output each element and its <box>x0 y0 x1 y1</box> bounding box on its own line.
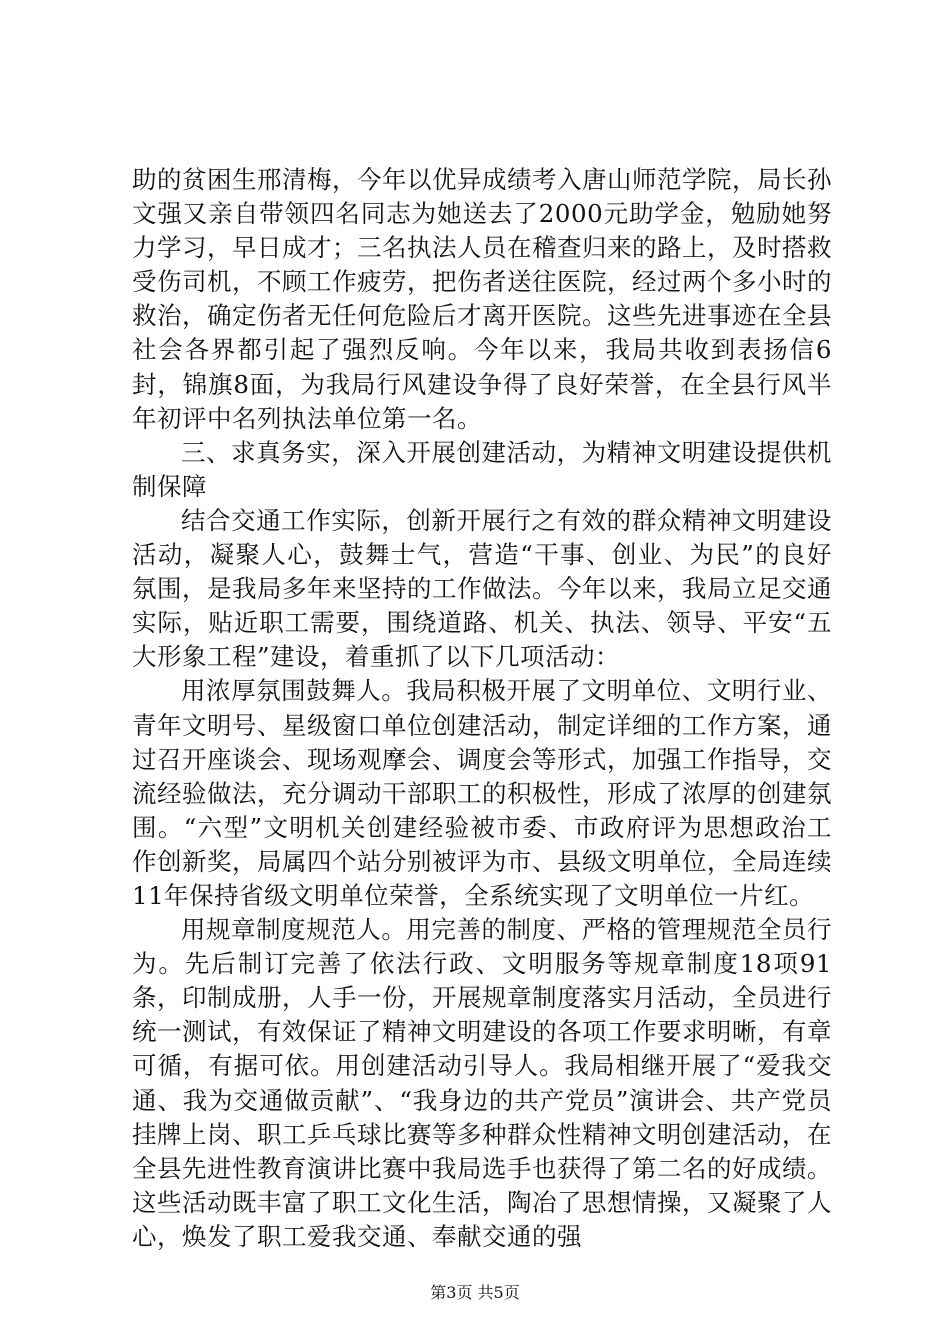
paragraph-continued: 助的贫困生邢清梅，今年以优异成绩考入唐山师范学院，局长孙文强又亲自带领四名同志为她送去了2000元助学金，勉励她努力学习，早日成才；三名执法人员在稽查归来的路上，及时搭救受伤司机，不顾工作疲劳，把伤者送往医院，经过两个多小时的救治，确定伤者无任何危险后才离开医院。这些先进事迹在全县社会各界都引起了强烈反响。今年以来，我局共收到表扬信6封，锦旗8面，为我局行风建设争得了良好荣誉，在全县行风半年初评中名列执法单位第一名。 <box>132 165 832 433</box>
section-heading-three: 三、求真务实，深入开展创建活动，为精神文明建设提供机制保障 <box>132 437 832 501</box>
document-body <box>132 163 832 1254</box>
paragraph-atmosphere: 用浓厚氛围鼓舞人。我局积极开展了文明单位、文明行业、青年文明号、星级窗口单位创建活动，制定详细的工作方案，通过召开座谈会、现场观摩会、调度会等形式，加强工作指导，交流经验做法，充分调动干部职工的积极性，形成了浓厚的创建氛围。“六型”文明机关创建经验被市委、市政府评为思想政治工作创新奖，局属四个站分别被评为市、县级文明单位，全局连续11年保持省级文明单位荣誉，全系统实现了文明单位一片红。 <box>132 676 832 910</box>
paragraph-intro: 结合交通工作实际，创新开展行之有效的群众精神文明建设活动，凝聚人心，鼓舞士气，营造“干事、创业、为民”的良好氛围，是我局多年来坚持的工作做法。今年以来，我局立足交通实际，贴近职工需要，围绕道路、机关、执法、领导、平安“五大形象工程”建设，着重抓了以下几项活动： <box>132 505 832 672</box>
paragraph-regulations: 用规章制度规范人。用完善的制度、严格的管理规范全员行为。先后制订完善了依法行政、文明服务等规章制度18项91条，印制成册，人手一份，开展规章制度落实月活动，全员进行统一测试，有效保证了精神文明建设的各项工作要求明晰，有章可循，有据可依。用创建活动引导人。我局相继开展了“爱我交通、我为交通做贡献”、“我身边的共产党员”演讲会、共产党员挂牌上岗、职工乒乓球比赛等多种群众性精神文明创建活动，在全县先进性教育演讲比赛中我局选手也获得了第二名的好成绩。这些活动既丰富了职工文化生活，陶冶了思想情操，又凝聚了人心，焕发了职工爱我交通、奉献交通的强 <box>132 915 832 1251</box>
page-footer: 第3页 共5页 <box>430 1283 520 1302</box>
